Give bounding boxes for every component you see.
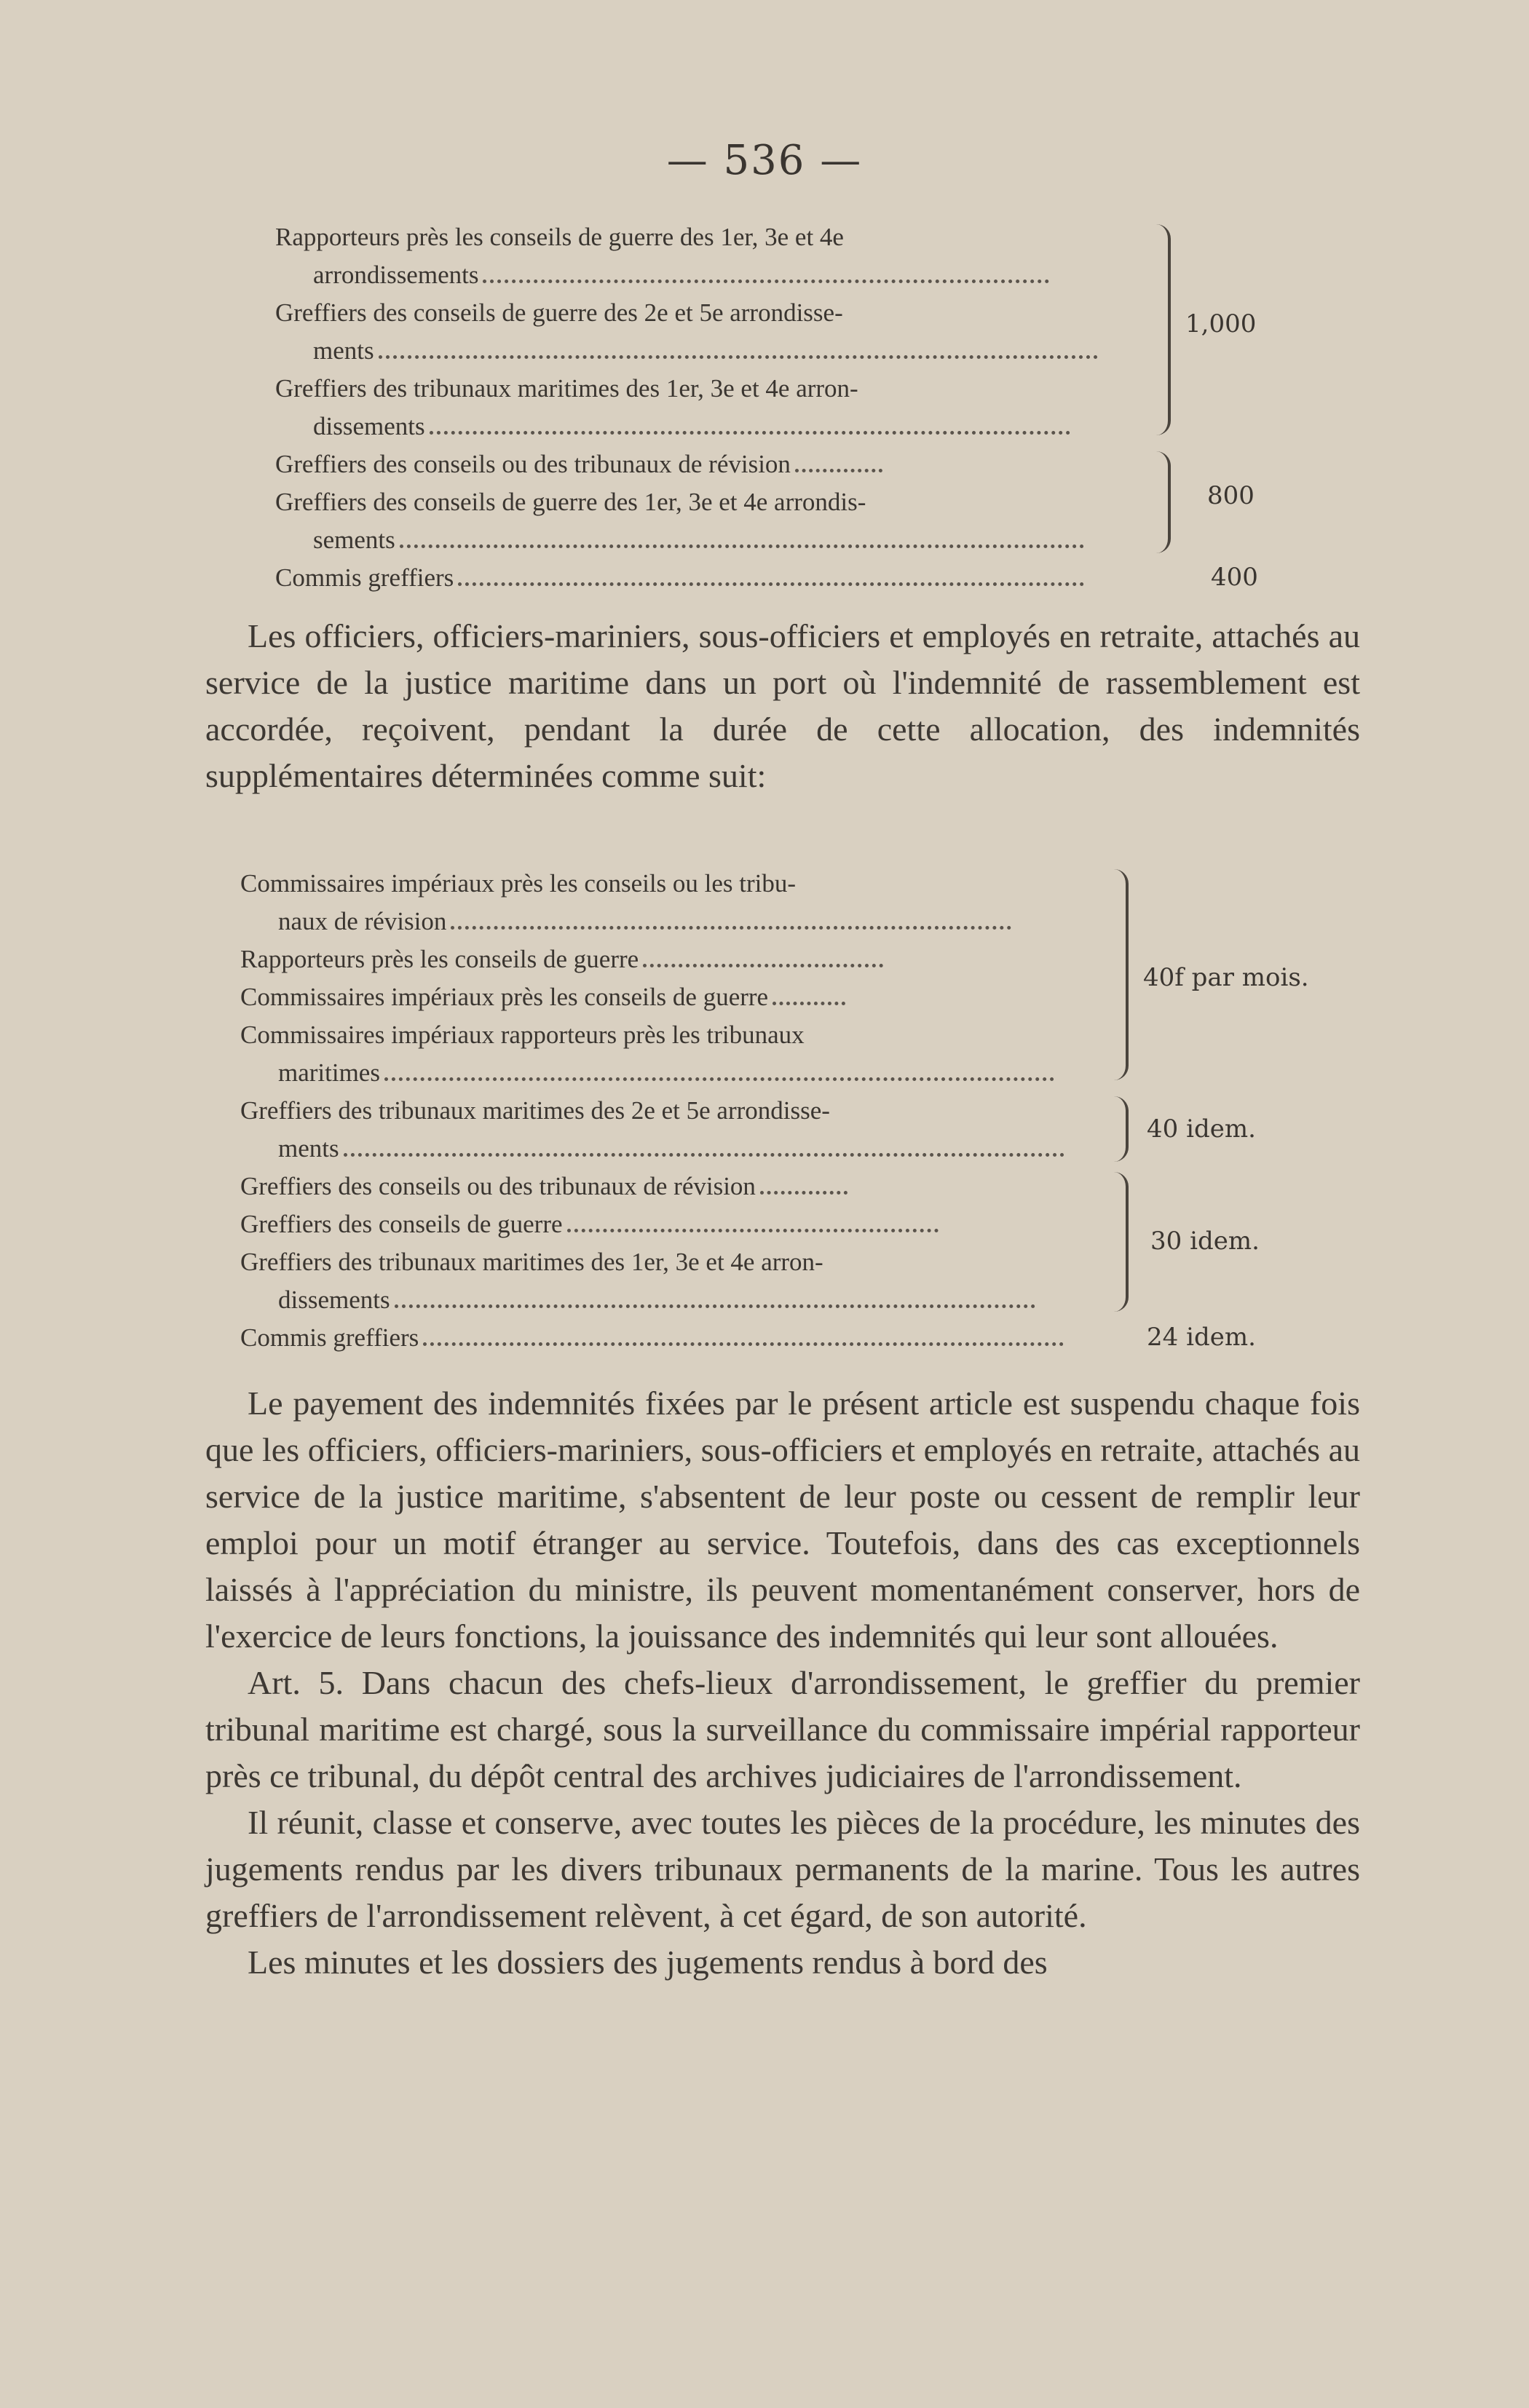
row-label: Greffiers des conseils de guerre des 1er, 3e et 4e arrondis- <box>275 488 866 516</box>
leader-dots <box>451 926 1011 930</box>
leader-dots <box>458 582 1084 586</box>
row-label-cont: arrondissements <box>313 261 479 289</box>
row-label: Greffiers des conseils de guerre <box>240 1210 563 1238</box>
paragraph <box>205 1380 1360 1986</box>
amount: 800 <box>1207 481 1255 510</box>
amount: 40f par mois. <box>1143 963 1309 992</box>
allowance-group <box>240 865 1309 1092</box>
row-label: Greffiers des conseils ou des tribunaux de révision <box>240 1172 756 1200</box>
row-label-cont: ments <box>278 1134 339 1163</box>
table-row <box>240 940 1289 978</box>
table-row <box>240 1319 1289 1357</box>
row-label-cont: dissements <box>278 1286 390 1314</box>
allowance-group <box>240 1168 1289 1319</box>
leader-dots <box>430 431 1070 435</box>
leader-dots <box>344 1153 1064 1157</box>
row-label: Commis greffiers <box>275 563 454 592</box>
brace <box>1114 1172 1129 1312</box>
amount: 1,000 <box>1185 309 1257 338</box>
row-label: Rapporteurs près les conseils de guerre des 1er, 3e et 4e <box>275 223 844 251</box>
paragraph-text: Art. 5. Dans chacun des chefs-lieux d'arrondissement, le greffier du premier tribunal maritime est chargé, sous la surveillance du commissaire impérial rapporteur près ce tribunal, du dépôt central des archives judiciaires de l'arrondissement. <box>205 1664 1360 1794</box>
leader-dots <box>384 1077 1054 1081</box>
paragraph <box>205 613 1360 799</box>
table-row <box>240 865 1289 940</box>
brace <box>1156 224 1171 435</box>
allowance-group <box>275 445 1324 559</box>
table-row <box>240 1092 1289 1168</box>
amount: 40 idem. <box>1147 1114 1256 1144</box>
row-label: Rapporteurs près les conseils de guerre <box>240 945 639 973</box>
leader-dots <box>773 1002 845 1005</box>
leader-dots <box>395 1304 1035 1308</box>
leader-dots <box>423 1342 1064 1346</box>
row-label: Greffiers des tribunaux maritimes des 1er, 3e et 4e arron- <box>275 374 858 403</box>
table-row <box>240 1243 1289 1319</box>
row-label-cont: ments <box>313 336 374 365</box>
row-label: Commis greffiers <box>240 1323 419 1352</box>
allowance-group <box>240 1319 1289 1357</box>
amount: 400 <box>1211 563 1258 592</box>
row-label: Greffiers des tribunaux maritimes des 1er, 3e et 4e arron- <box>240 1248 823 1276</box>
paragraph-text: Le payement des indemnités fixées par le présent article est suspendu chaque fois que les officiers, officiers-mariniers, sous-officiers et employés en retraite, attachés au service de la justice maritime, s'absentent de leur poste ou cessent de remplir leur emploi pour un motif étranger au service. Toutefois, dans des cas exceptionnels laissés à l'appréciation du ministre, ils peuvent momentanément conserver, hors de l'exercice de leurs fonctions, la jouissance des indemnités qui leur sont allouées. <box>205 1385 1360 1655</box>
table-row <box>275 559 1324 597</box>
page-number: — 536 — <box>666 137 863 184</box>
allowance-group <box>275 218 1324 445</box>
table-row <box>240 1016 1289 1092</box>
leader-dots <box>400 544 1084 548</box>
leader-dots <box>795 469 882 472</box>
paragraph-text: Il réunit, classe et conserve, avec toutes les pièces de la procédure, les minutes des jugements rendus par les divers tribunaux permanents de la marine. Tous les autres greffiers de l'arrondissement relèvent, à cet égard, de son autorité. <box>205 1804 1360 1934</box>
amount: 30 idem. <box>1150 1227 1260 1256</box>
row-label: Greffiers des tribunaux maritimes des 2e et 5e arrondisse- <box>240 1096 830 1125</box>
row-label: Commissaires impériaux rapporteurs près les tribunaux <box>240 1021 805 1049</box>
brace <box>1114 869 1129 1080</box>
leader-dots <box>379 355 1098 359</box>
leader-dots <box>760 1191 848 1195</box>
table-row <box>240 1168 1289 1205</box>
leader-dots <box>567 1229 939 1232</box>
paragraph-text: Les officiers, officiers-mariniers, sous-officiers et employés en retraite, attachés au service de la justice maritime dans un port où l'indemnité de rassemblement est accordée, reçoivent, pendant la durée de cette allocation, des indemnités supplémentaires déterminées comme suit: <box>205 617 1360 794</box>
brace <box>1114 1096 1129 1162</box>
leader-dots <box>643 964 883 967</box>
row-label-cont: sements <box>313 526 395 554</box>
row-label: Greffiers des conseils de guerre des 2e et 5e arrondisse- <box>275 298 843 327</box>
row-label: Commissaires impériaux près les conseils de guerre <box>240 983 769 1011</box>
paragraph-text: Les minutes et les dossiers des jugements rendus à bord des <box>248 1944 1048 1981</box>
row-label: Commissaires impériaux près les conseils ou les tribu- <box>240 869 797 898</box>
brace <box>1156 451 1171 553</box>
allowance-group <box>240 1092 1289 1168</box>
row-label-cont: naux de révision <box>278 907 447 935</box>
allowance-table-2 <box>240 865 1309 1357</box>
row-label-cont: maritimes <box>278 1058 380 1087</box>
table-row <box>240 1205 1289 1243</box>
row-label-cont: dissements <box>313 412 425 440</box>
leader-dots <box>483 280 1049 283</box>
row-label: Greffiers des conseils ou des tribunaux de révision <box>275 450 791 478</box>
amount: 24 idem. <box>1147 1323 1256 1352</box>
table-row <box>240 978 1289 1016</box>
allowance-table-1 <box>275 218 1324 597</box>
allowance-group <box>275 559 1324 597</box>
